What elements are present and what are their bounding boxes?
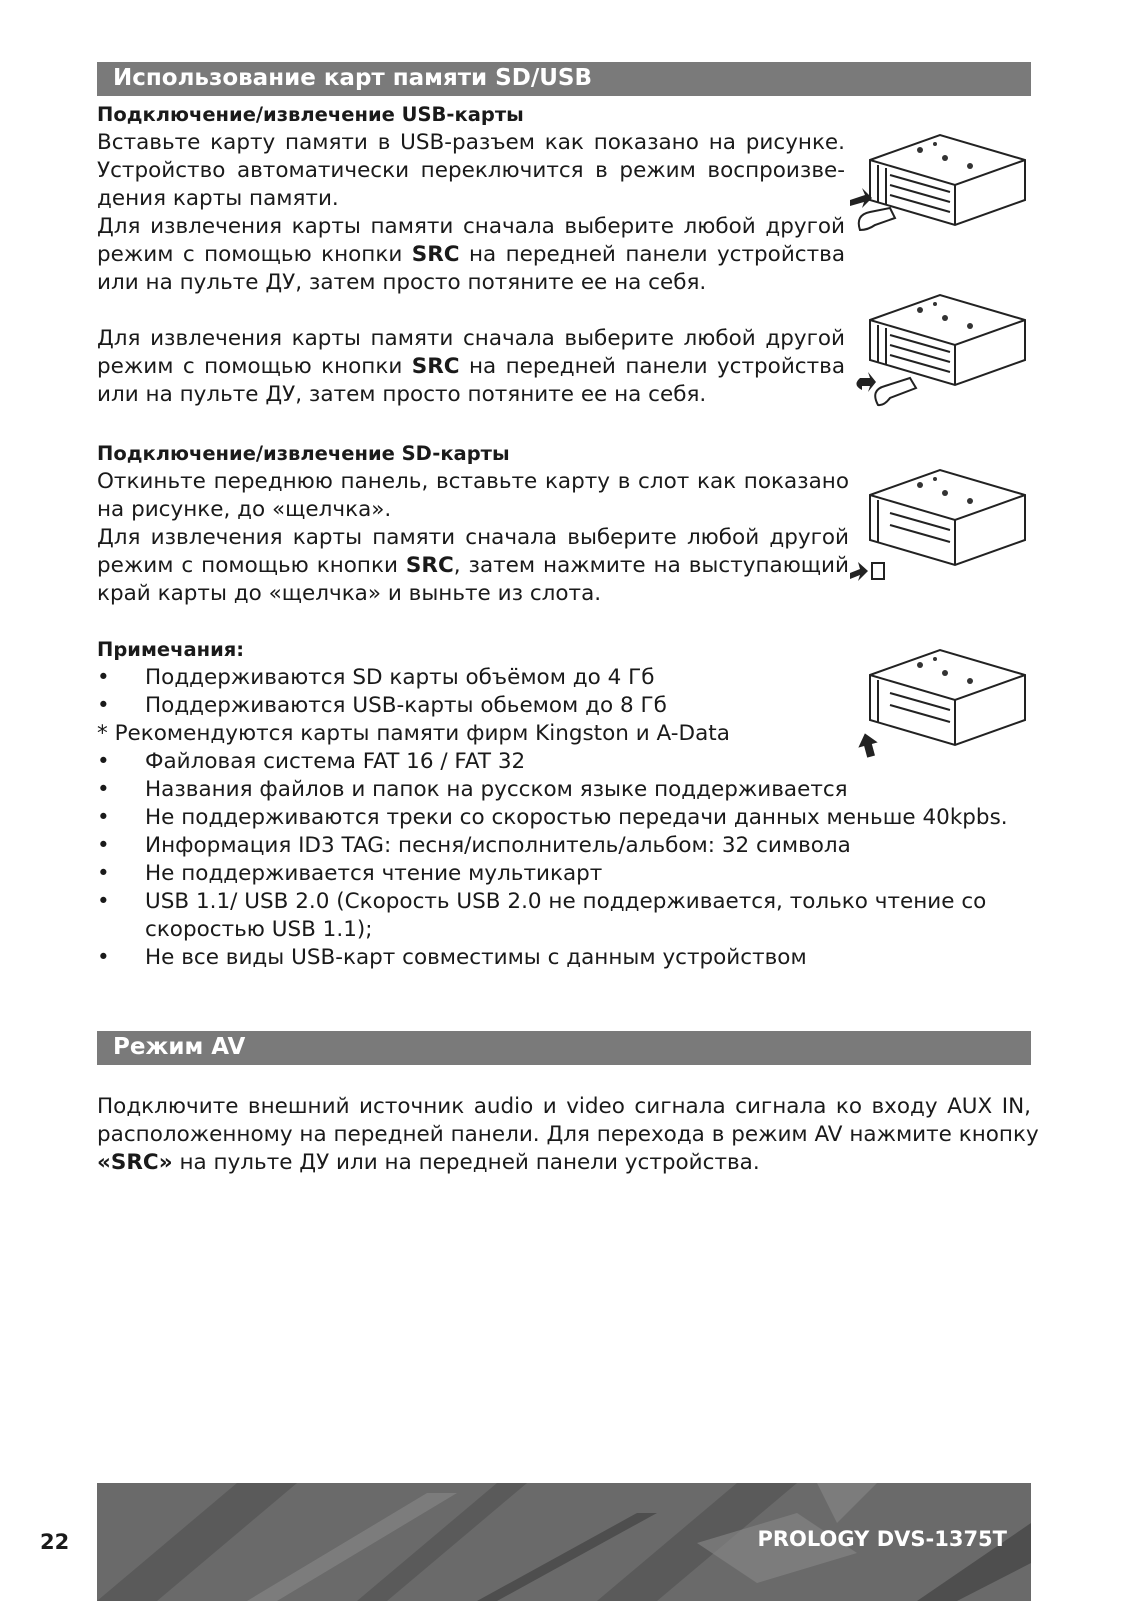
text-line: или на пульте ДУ, затем просто потяните ее на себя.: [97, 270, 707, 295]
text-line: или на пульте ДУ, затем просто потяните ее на себя.: [97, 382, 707, 407]
device-usb-remove-figure: [850, 290, 1030, 415]
usb-stick-icon: [859, 208, 895, 230]
text-line: край карты до «щелчка» и выньте из слота.: [97, 581, 602, 606]
usb-heading: Подключение/извлечение USB-карты: [97, 103, 524, 126]
note-text: * Рекомендуются карты памяти фирм Kingston и A-Data: [97, 721, 730, 746]
text-line: «SRC» на пульте ДУ или на передней панели устройства.: [97, 1150, 760, 1175]
av-paragraph: [97, 1093, 1039, 1177]
bullet-icon: •: [97, 945, 110, 970]
bullet-icon: •: [97, 693, 110, 718]
text-line: дения карты памяти.: [97, 186, 339, 211]
arrow-icon: [850, 562, 868, 581]
note-text: Не все виды USB-карт совместимы с данным устройством: [145, 945, 807, 970]
bullet-icon: •: [97, 833, 110, 858]
note-text: Поддерживаются USB-карты обьемом до 8 Гб: [145, 693, 667, 718]
bullet-icon: •: [97, 665, 110, 690]
arrow-icon: [856, 372, 876, 392]
text-line: расположенному на передней панели. Для перехода в режим AV нажмите кнопку: [97, 1122, 1039, 1147]
note-text: Информация ID3 TAG: песня/исполнитель/альбом: 32 символа: [145, 833, 851, 858]
text-line: режим с помощью кнопки SRC на передней панели устройства: [97, 354, 845, 379]
device-sd-figure: [850, 465, 1030, 590]
section-header-av: [97, 1031, 1031, 1065]
note-text: Файловая система FAT 16 / FAT 32: [145, 749, 526, 774]
note-text: Не поддерживается чтение мультикарт: [145, 861, 603, 886]
arrow-icon: [855, 731, 881, 759]
text-line: Для извлечения карты памяти сначала выберите любой другой: [97, 326, 845, 351]
device-usb-insert-figure: [850, 130, 1030, 250]
device-panel-figure: [850, 645, 1030, 775]
section-header-sd-usb: [97, 62, 1031, 96]
footer-bar: [97, 1483, 1031, 1601]
bullet-icon: •: [97, 749, 110, 774]
note-text: Названия файлов и папок на русском языке поддерживается: [145, 777, 848, 802]
text-line: на рисунке, до «щелчка».: [97, 497, 392, 522]
text-line: Устройство автоматически переключится в режим воспроизве-: [97, 158, 845, 183]
text-line: Откиньте переднюю панель, вставьте карту в слот как показано: [97, 469, 849, 494]
footer-brand: PROLOGY DVS-1375T: [757, 1527, 1007, 1551]
sd-heading: Подключение/извлечение SD-карты: [97, 442, 510, 465]
notes-heading: Примечания:: [97, 638, 245, 661]
bullet-icon: •: [97, 861, 110, 886]
arrow-icon: [850, 188, 872, 208]
bullet-icon: •: [97, 889, 110, 914]
bullet-icon: •: [97, 805, 110, 830]
note-text: USB 1.1/ USB 2.0 (Скорость USB 2.0 не поддерживается, только чтение со: [145, 889, 987, 914]
text-line: Подключите внешний источник audio и video сигнала сигнала ко входу AUX IN,: [97, 1094, 1031, 1119]
text-line: режим с помощью кнопки SRC на передней панели устройства: [97, 242, 845, 267]
usb-remove-paragraph-2: [97, 325, 845, 409]
note-text: Не поддерживаются треки со скоростью передачи данных меньше 40kpbs.: [145, 805, 1008, 830]
sd-paragraph: [97, 468, 849, 608]
note-text: скоростью USB 1.1);: [145, 917, 373, 942]
text-line: режим с помощью кнопки SRC, затем нажмите на выступающий: [97, 553, 849, 578]
text-line: Для извлечения карты памяти сначала выберите любой другой: [97, 214, 845, 239]
text-line: Вставьте карту памяти в USB-разъем как показано на рисунке.: [97, 130, 845, 155]
sd-card-icon: [872, 563, 884, 579]
usb-stick-icon: [875, 378, 916, 405]
note-text: Поддерживаются SD карты объёмом до 4 Гб: [145, 665, 655, 690]
bullet-icon: •: [97, 777, 110, 802]
text-line: Для извлечения карты памяти сначала выберите любой другой: [97, 525, 849, 550]
usb-insert-paragraph: [97, 129, 845, 213]
page-number: 22: [40, 1530, 70, 1554]
usb-remove-paragraph-1: [97, 213, 845, 297]
section-title: Использование карт памяти SD/USB: [113, 65, 593, 91]
section-title: Режим AV: [113, 1034, 246, 1060]
